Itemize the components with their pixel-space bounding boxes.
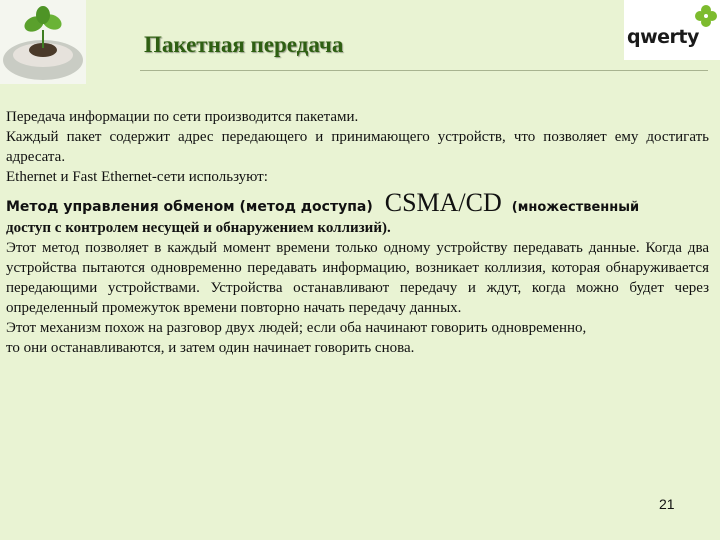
hands-seedling-photo [0,0,86,84]
method-paren-rest: доступ с контролем несущей и обнаружением коллизий). [6,220,391,236]
title-divider [140,70,708,71]
clover-icon [694,4,718,28]
paragraph: Этот механизм похож на разговор двух людей; если оба начинают говорить одновременно, [6,320,587,336]
page-number: 21 [659,496,675,512]
qwerty-logo [624,0,720,60]
method-label: Метод управления обменом (метод доступа) [6,199,373,215]
text-line: Каждый пакет содержит адрес передающего и принимающего устройств, что позволяет ему достигать адресата. [6,129,709,165]
paragraph-end: то они останавливаются, и затем один начинает говорить снова. [6,340,415,356]
text-line: Передача информации по сети производится пакетами. [6,109,359,125]
brand-name: qwerty [627,26,699,48]
text-line: Ethernet и Fast Ethernet-сети используют: [6,169,268,185]
method-paren-start: (множественный [511,200,640,215]
slide-body [6,107,709,358]
paragraph: Этот метод позволяет в каждый момент времени только одному устройству передавать данные. Когда два устройства пытаются одновременно передавать информацию, возникает коллизия, которая обнаруживается передающими устройствами. Устройства останавливают передачу и ждут, когда можно будет через определенный промежуток времени повторно начать передачу данных. [6,240,709,316]
method-line [6,188,709,218]
seedling-icon [0,0,86,84]
page-title: Пакетная передача [144,32,344,57]
method-name: CSMA/CD [384,188,502,217]
